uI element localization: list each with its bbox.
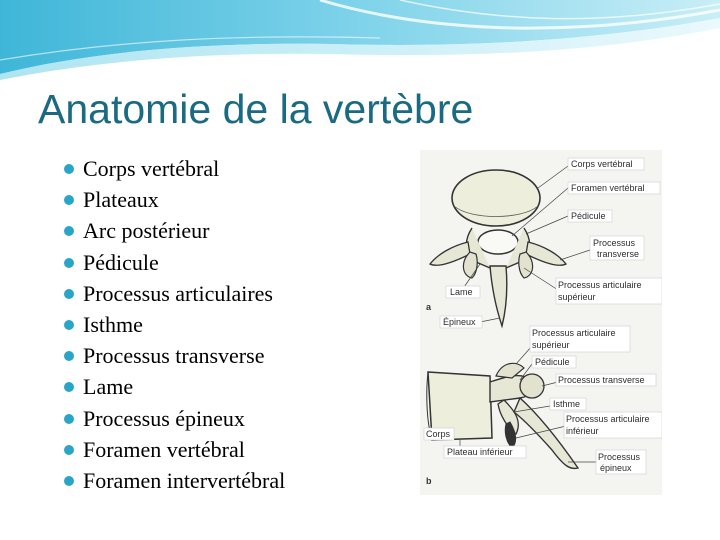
bullet-item: [64, 371, 285, 402]
bullet-dot-icon: [64, 382, 74, 392]
label-proc-articulaire-sup-1: Processus articulaire: [558, 280, 642, 290]
bullet-item: [64, 247, 285, 278]
bullet-text: Plateaux: [83, 187, 159, 213]
bullet-dot-icon: [64, 351, 74, 361]
bullet-dot-icon: [64, 414, 74, 424]
bullet-text: Processus épineux: [83, 405, 245, 431]
slide-title: Anatomie de la vertèbre: [38, 86, 474, 132]
bullet-text: Isthme: [83, 312, 143, 338]
bullet-item: [64, 340, 285, 371]
label-foramen-vertebral: Foramen vertébral: [571, 183, 645, 193]
bullet-text: Arc postérieur: [83, 218, 210, 244]
bullet-dot-icon: [64, 226, 74, 236]
bullet-item: [64, 278, 285, 309]
bullet-dot-icon: [64, 445, 74, 455]
label-side-isthme: Isthme: [553, 399, 581, 409]
label-epineux: Épineux: [443, 317, 476, 327]
label-lame: Lame: [450, 287, 473, 297]
label-proc-articulaire-sup-2: supérieur: [558, 292, 596, 302]
bullet-item: [64, 434, 285, 465]
bullet-text: Pédicule: [83, 249, 159, 275]
bullet-item: [64, 184, 285, 215]
header-waves-decoration: [0, 0, 720, 80]
bullet-text: Foramen intervertébral: [83, 468, 286, 494]
bullet-dot-icon: [64, 320, 74, 330]
bullet-item: [64, 403, 285, 434]
label-processus-transverse-2: transverse: [597, 249, 640, 259]
label-side-pedicule: Pédicule: [535, 357, 570, 367]
bullet-list: [64, 153, 285, 496]
bullet-item: [64, 309, 285, 340]
vertebra-illustration: [420, 150, 662, 495]
panel-a-letter: a: [426, 302, 432, 312]
label-side-proc-articulaire-sup-1: Processus articulaire: [532, 328, 616, 338]
label-side-corps: Corps: [426, 429, 451, 439]
label-side-proc-articulaire-inf-1: Processus articulaire: [566, 414, 650, 424]
label-processus-transverse-1: Processus: [593, 238, 636, 248]
label-side-processus-epineux-1: Processus: [598, 452, 641, 462]
bullet-dot-icon: [64, 258, 74, 268]
label-side-processus-epineux-2: épineux: [600, 463, 632, 473]
bullet-text: Processus articulaires: [83, 280, 273, 306]
bullet-item: [64, 215, 285, 246]
bullet-dot-icon: [64, 195, 74, 205]
label-side-plateau-inferieur: Plateau inférieur: [447, 447, 513, 457]
label-side-processus-transverse: Processus transverse: [558, 375, 645, 385]
bullet-item: [64, 153, 285, 184]
bullet-text: Corps vertébral: [83, 156, 220, 181]
bullet-dot-icon: [64, 164, 74, 174]
bullet-text: Lame: [83, 374, 134, 400]
bullet-dot-icon: [64, 476, 74, 486]
bullet-text: Foramen vertébral: [83, 436, 245, 462]
label-pedicule: Pédicule: [571, 211, 606, 221]
label-side-proc-articulaire-sup-2: supérieur: [532, 340, 570, 350]
vertebra-figure: [420, 150, 662, 495]
bullet-item: [64, 465, 285, 496]
panel-b-letter: b: [426, 476, 432, 486]
label-side-proc-articulaire-inf-2: inférieur: [566, 426, 599, 436]
label-corps-vertebral: Corps vertébral: [571, 159, 633, 169]
bullet-dot-icon: [64, 289, 74, 299]
bullet-text: Processus transverse: [83, 343, 265, 369]
